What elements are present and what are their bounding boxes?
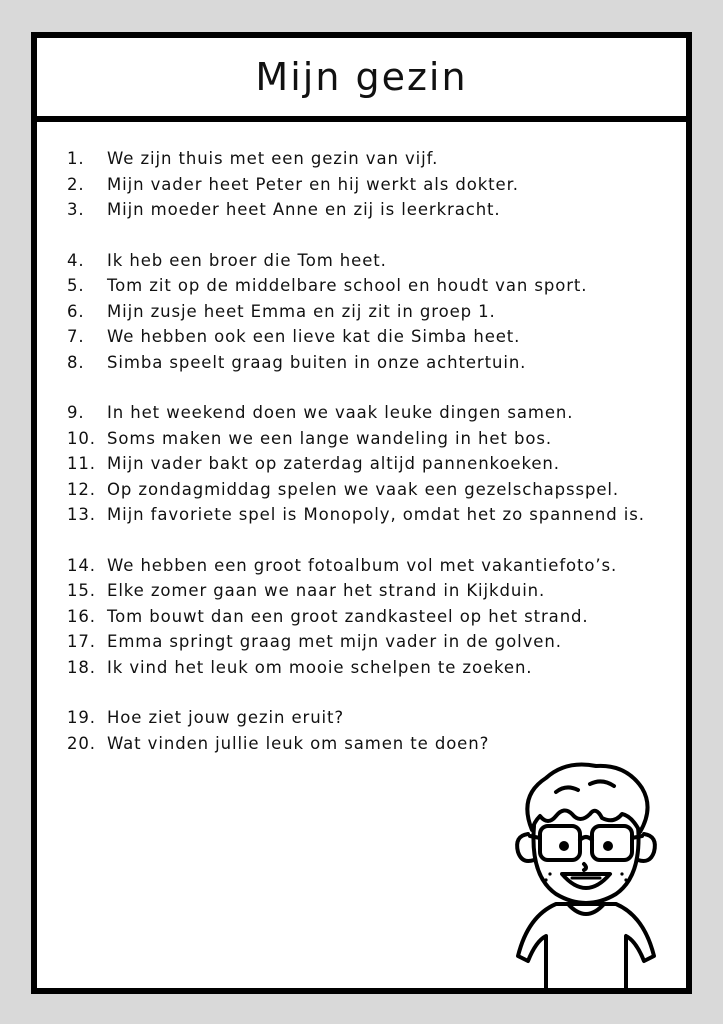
item-text: Simba speelt graag buiten in onze achtertuin. bbox=[107, 352, 527, 372]
page-title: Mijn gezin bbox=[255, 55, 468, 99]
item-text: Tom bouwt dan een groot zandkasteel op het strand. bbox=[107, 606, 589, 626]
list-item bbox=[67, 629, 678, 655]
item-text: Mijn zusje heet Emma en zij zit in groep 1. bbox=[107, 301, 496, 321]
list-item bbox=[67, 705, 678, 731]
item-text: We zijn thuis met een gezin van vijf. bbox=[107, 149, 439, 169]
item-number: 4. bbox=[67, 250, 85, 270]
item-number: 20. bbox=[67, 733, 96, 753]
item-number: 3. bbox=[67, 200, 85, 220]
item-text: Wat vinden jullie leuk om samen te doen? bbox=[107, 733, 490, 753]
item-number: 6. bbox=[67, 301, 85, 321]
item-number: 14. bbox=[67, 555, 96, 575]
item-number: 17. bbox=[67, 632, 96, 652]
item-number: 19. bbox=[67, 708, 96, 728]
list-item bbox=[67, 553, 678, 579]
item-text: We hebben een groot fotoalbum vol met vakantiefoto’s. bbox=[107, 555, 618, 575]
list-item bbox=[67, 731, 678, 757]
item-text: Ik vind het leuk om mooie schelpen te zoeken. bbox=[107, 657, 533, 677]
list-item bbox=[67, 197, 678, 223]
item-text: Mijn vader heet Peter en hij werkt als dokter. bbox=[107, 174, 519, 194]
item-text: Emma springt graag met mijn vader in de golven. bbox=[107, 632, 562, 652]
boy-with-glasses-icon bbox=[506, 756, 666, 988]
item-number: 16. bbox=[67, 606, 96, 626]
item-text: Ik heb een broer die Tom heet. bbox=[107, 250, 387, 270]
sentence-list bbox=[67, 146, 678, 756]
item-text: Elke zomer gaan we naar het strand in Kijkduin. bbox=[107, 581, 546, 601]
item-text: Mijn vader bakt op zaterdag altijd pannenkoeken. bbox=[107, 454, 560, 474]
list-item bbox=[67, 604, 678, 630]
list-item bbox=[67, 426, 678, 452]
item-text: In het weekend doen we vaak leuke dingen samen. bbox=[107, 403, 574, 423]
item-number: 12. bbox=[67, 479, 96, 499]
title-box bbox=[37, 38, 686, 122]
item-text: Soms maken we een lange wandeling in het bos. bbox=[107, 428, 552, 448]
item-number: 7. bbox=[67, 327, 85, 347]
item-text: Mijn favoriete spel is Monopoly, omdat het zo spannend is. bbox=[107, 505, 645, 525]
list-item bbox=[67, 273, 678, 299]
list-item bbox=[67, 451, 678, 477]
item-number: 9. bbox=[67, 403, 85, 423]
list-item bbox=[67, 299, 678, 325]
item-number: 15. bbox=[67, 581, 96, 601]
list-item bbox=[67, 350, 678, 376]
item-number: 13. bbox=[67, 505, 96, 525]
item-number: 10. bbox=[67, 428, 96, 448]
item-number: 2. bbox=[67, 174, 85, 194]
item-text: Tom zit op de middelbare school en houdt van sport. bbox=[107, 276, 588, 296]
list-item bbox=[67, 248, 678, 274]
list-item bbox=[67, 172, 678, 198]
list-item bbox=[67, 477, 678, 503]
list-item bbox=[67, 655, 678, 681]
list-item bbox=[67, 502, 678, 528]
item-number: 1. bbox=[67, 149, 85, 169]
item-text: Hoe ziet jouw gezin eruit? bbox=[107, 708, 345, 728]
item-text: Op zondagmiddag spelen we vaak een gezelschapsspel. bbox=[107, 479, 620, 499]
item-number: 11. bbox=[67, 454, 96, 474]
list-item bbox=[67, 400, 678, 426]
worksheet bbox=[31, 32, 692, 994]
list-item bbox=[67, 578, 678, 604]
item-number: 18. bbox=[67, 657, 96, 677]
item-number: 5. bbox=[67, 276, 85, 296]
item-text: We hebben ook een lieve kat die Simba heet. bbox=[107, 327, 521, 347]
item-number: 8. bbox=[67, 352, 85, 372]
item-text: Mijn moeder heet Anne en zij is leerkracht. bbox=[107, 200, 501, 220]
list-item bbox=[67, 146, 678, 172]
list-item bbox=[67, 324, 678, 350]
